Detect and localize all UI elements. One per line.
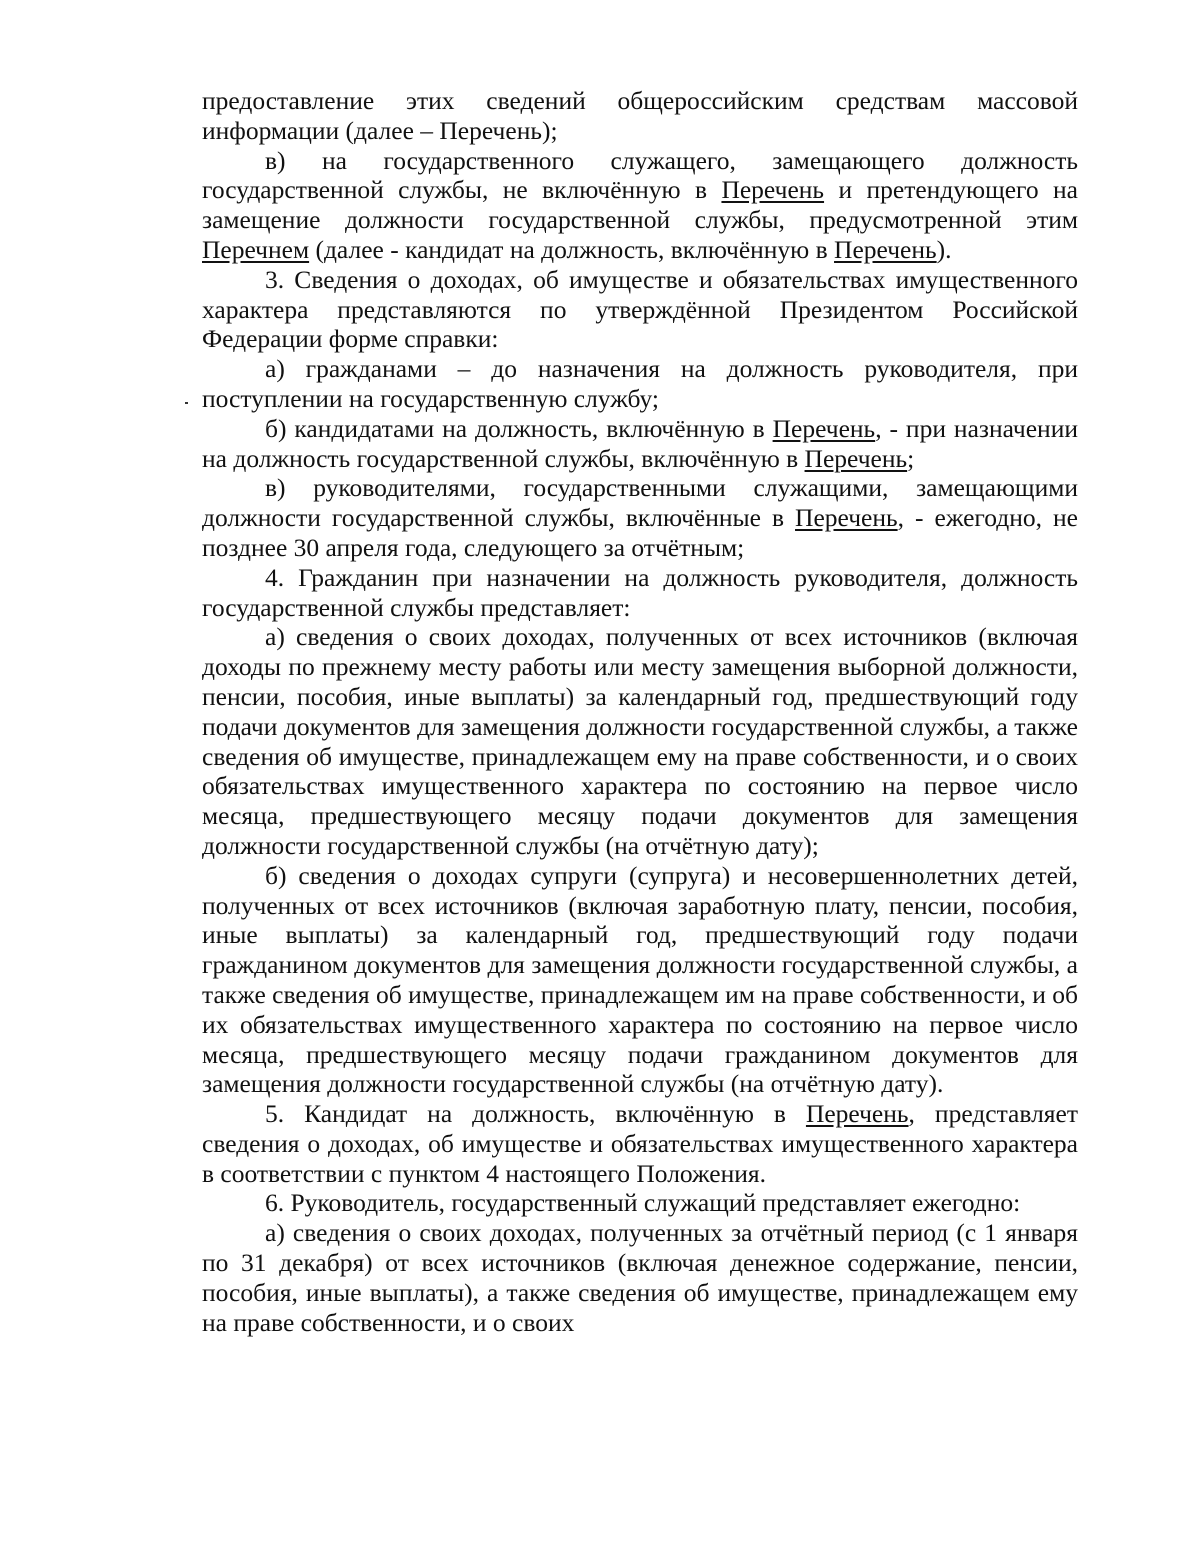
text-run: б) сведения о доходах супруги (супруга) и несовершеннолетних детей, полученных от всех источников (включая заработную плату, пенсии, пособия, иные выплаты) за календарный год, предшествующий году подачи гражданином документов для замещения должности государственной службы, а также сведения об имуществе, принадлежащем им на праве собственности, и об их обязательствах имущественного характера по состоянию на первое число месяца, предшествующего месяцу подачи гражданином документов для замещения должности государственной службы (на отчётную дату).	[202, 860, 1078, 1099]
text-run: в) на государственного служащего, замещающего должность государственной службы, не включённую в	[202, 145, 1078, 205]
text-run: (далее - кандидат на должность, включённую в	[309, 234, 835, 264]
text-run: в) руководителями, государственными служащими, замещающими должности государственной службы, включённые в	[202, 473, 1078, 533]
paragraph-continuation	[202, 86, 1078, 146]
paragraph-3	[202, 265, 1078, 354]
scan-speck	[185, 402, 188, 404]
paragraph-4a	[202, 622, 1078, 860]
text-run: ).	[936, 234, 952, 264]
text-run: 6. Руководитель, государственный служащий представляет ежегодно:	[265, 1188, 1021, 1218]
text-run: 3. Сведения о доходах, об имуществе и обязательствах имущественного характера представляются по утверждённой Президентом Российской Федерации форме справки:	[202, 264, 1078, 354]
perechen-link[interactable]: Перечнем	[202, 234, 310, 264]
text-run: а) гражданами – до назначения на должность руководителя, при поступлении на государственную службу;	[202, 354, 1078, 413]
document-page	[202, 86, 1078, 1337]
perechen-link[interactable]: Перечень	[772, 413, 876, 443]
perechen-link[interactable]: Перечень	[834, 234, 937, 264]
paragraph-6	[202, 1188, 1078, 1218]
text-run: ;	[907, 443, 915, 473]
paragraph-2v	[202, 146, 1078, 265]
paragraph-6a	[202, 1218, 1078, 1337]
text-run: и претендующего на замещение должности государственной службы, предусмотренной этим	[202, 175, 1078, 235]
text-run: б) кандидатами на должность, включённую в	[265, 413, 773, 443]
text-run: 4. Гражданин при назначении на должность руководителя, должность государственной службы представляет:	[202, 562, 1078, 622]
text-run: , - при назначении на должность государственной службы, включённую в	[202, 413, 1078, 473]
perechen-link[interactable]: Перечень	[795, 503, 898, 533]
paragraph-5	[202, 1099, 1078, 1188]
text-run: , - ежегодно, не позднее 30 апреля года, следующего за отчётным;	[202, 503, 1078, 562]
text-run: а) сведения о своих доходах, полученных от всех источников (включая доходы по прежнему месту работы или месту замещения выборной должности, пенсии, пособия, иные выплаты) за календарный год, предшествующий году подачи документов для замещения должности государственной службы, а также сведения об имуществе, принадлежащем ему на праве собственности, и о своих обязательствах имущественного характера по состоянию на первое число месяца, предшествующего месяцу подачи документов для замещения должности государственной службы (на отчётную дату);	[202, 622, 1078, 860]
perechen-link[interactable]: Перечень	[805, 1099, 909, 1129]
paragraph-3a	[202, 354, 1078, 414]
paragraph-4	[202, 563, 1078, 623]
text-run: предоставление этих сведений общероссийским средствам массовой информации (далее – Перечень);	[202, 86, 1078, 145]
paragraph-3v	[202, 473, 1078, 562]
text-run: , представляет сведения о доходах, об имуществе и обязательствах имущественного характера в соответствии с пунктом 4 настоящего Положения.	[202, 1099, 1078, 1188]
perechen-link[interactable]: Перечень	[804, 443, 908, 473]
perechen-link[interactable]: Перечень	[721, 175, 825, 205]
paragraph-4b	[202, 861, 1078, 1099]
text-run: а) сведения о своих доходах, полученных за отчётный период (с 1 января по 31 декабря) от всех источников (включая денежное содержание, пенсии, пособия, иные выплаты), а также сведения об имуществе, принадлежащем ему на праве собственности, и о своих	[202, 1218, 1078, 1337]
paragraph-3b	[202, 414, 1078, 474]
text-run: 5. Кандидат на должность, включённую в	[265, 1099, 806, 1129]
